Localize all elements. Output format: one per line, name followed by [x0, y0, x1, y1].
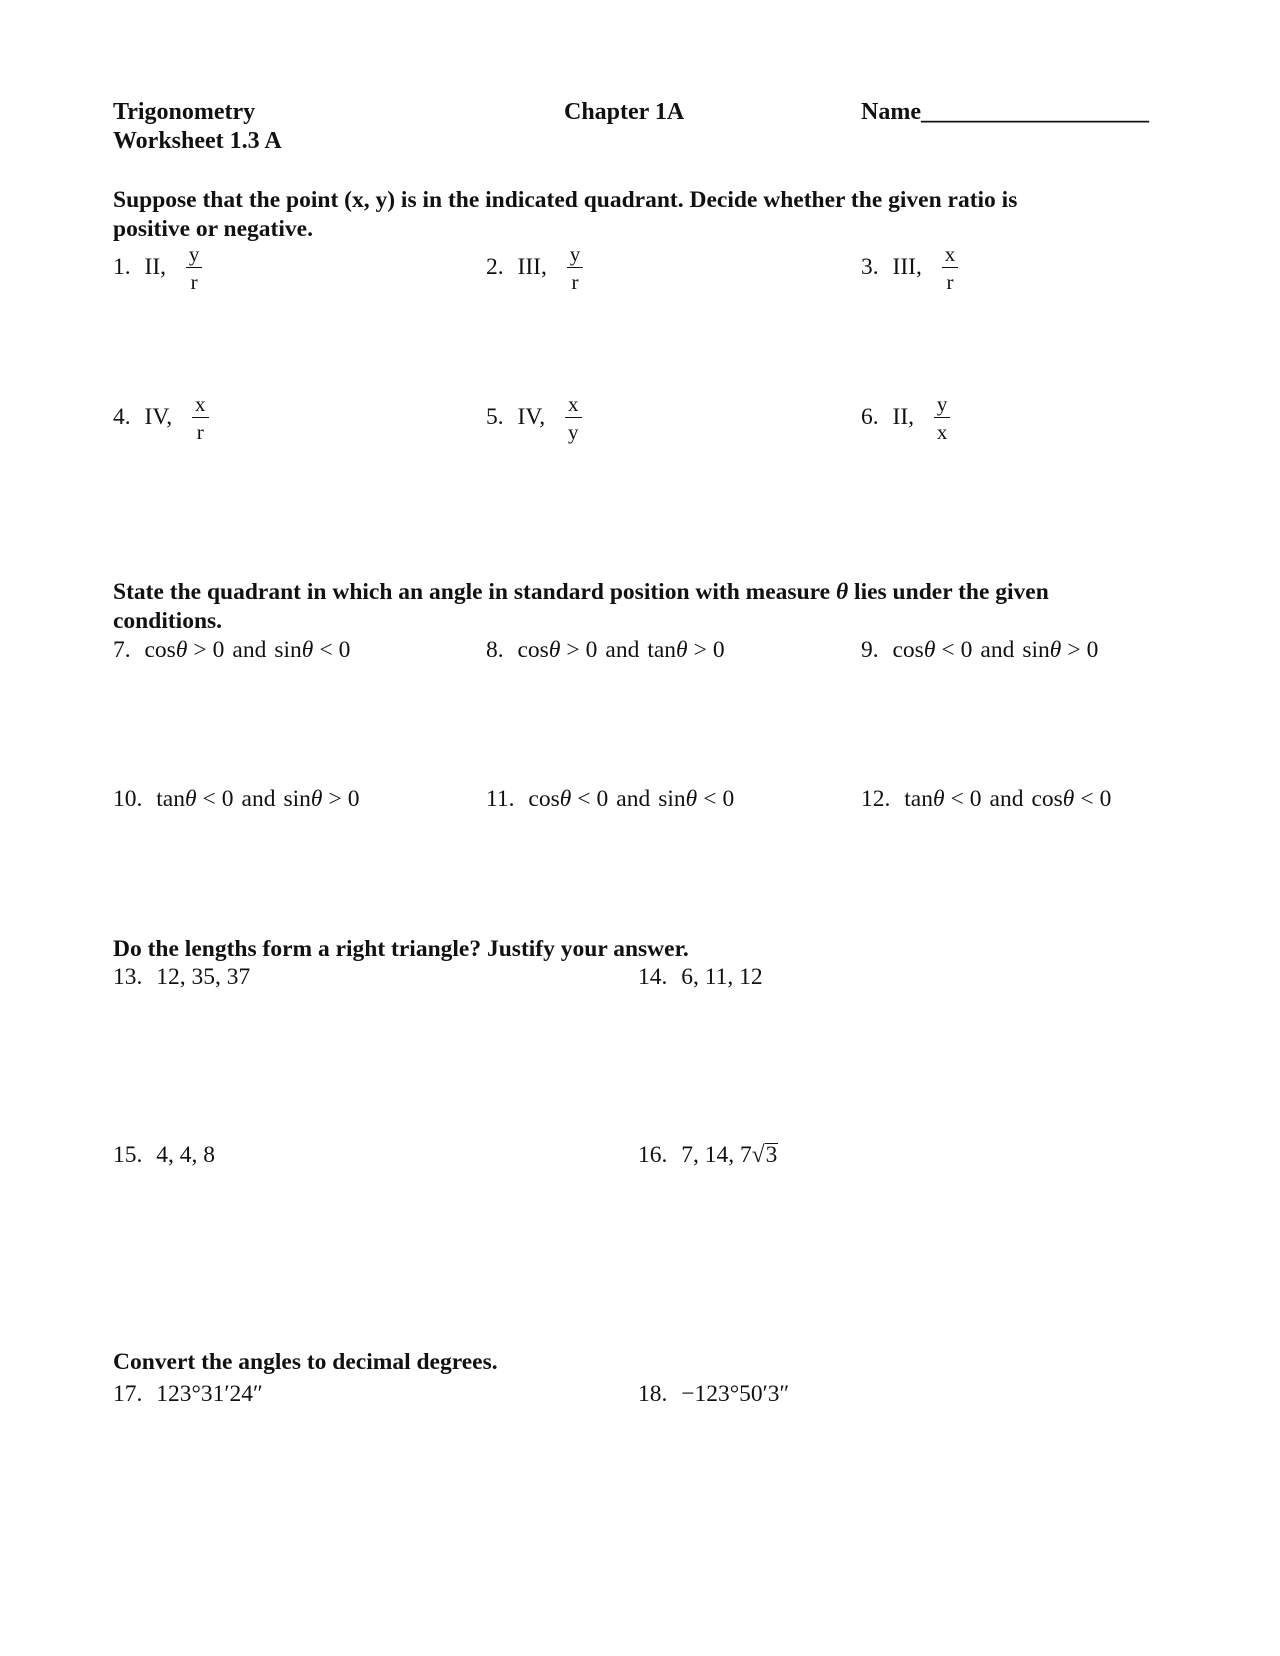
problem-13: [113, 963, 250, 992]
chapter-label: Chapter 1A: [564, 99, 685, 125]
relation: >: [193, 637, 207, 663]
quadrant: III,: [517, 253, 547, 280]
value: 0: [960, 637, 973, 663]
ratio-fraction: [934, 394, 951, 443]
problem-9: [861, 636, 1098, 665]
trig-function: sin: [283, 786, 311, 812]
ratio-fraction: [192, 394, 209, 443]
numerator: x: [565, 394, 582, 418]
theta-symbol: θ: [932, 786, 945, 812]
problem-number: 13.: [113, 964, 143, 990]
radicand: 3: [765, 1142, 778, 1168]
ratio-fraction: [186, 244, 203, 293]
theta-symbol: θ: [301, 637, 314, 663]
trig-function: cos: [528, 786, 560, 812]
relation: <: [703, 786, 717, 812]
problem-number: 7.: [113, 637, 131, 663]
theta-symbol: θ: [685, 786, 698, 812]
problem-14: [638, 963, 763, 992]
problem-number: 15.: [113, 1142, 143, 1168]
value: 0: [1099, 786, 1112, 812]
problem-number: 9.: [861, 637, 879, 663]
ratio-fraction: [565, 394, 582, 443]
radical-sign: √: [751, 1142, 765, 1168]
instruction-text-end: lies under the given: [854, 579, 1049, 605]
trig-function: cos: [1031, 786, 1063, 812]
value: 0: [347, 786, 360, 812]
numerator: y: [934, 394, 951, 418]
problem-5: [486, 394, 582, 443]
value: 0: [722, 786, 735, 812]
problem-4: [113, 394, 209, 443]
theta-symbol: θ: [676, 637, 688, 663]
side-lengths: 7, 14, 7: [681, 1142, 752, 1168]
theta-symbol: θ: [835, 579, 849, 605]
problem-2: [486, 244, 583, 293]
numerator: x: [942, 244, 959, 268]
theta-symbol: θ: [923, 637, 936, 663]
trig-function: tan: [904, 786, 933, 812]
value: 0: [596, 786, 609, 812]
relation: <: [202, 786, 216, 812]
problem-18: [638, 1380, 789, 1409]
numerator: x: [192, 394, 209, 418]
problem-number: 11.: [486, 786, 515, 812]
problem-12: [861, 785, 1111, 814]
problem-15: [113, 1141, 215, 1170]
problem-16: [638, 1141, 778, 1170]
side-lengths: 4, 4, 8: [156, 1142, 215, 1168]
problem-number: 16.: [638, 1142, 668, 1168]
and-word: and: [241, 786, 276, 812]
problem-number: 1.: [113, 253, 131, 280]
problem-number: 18.: [638, 1381, 668, 1407]
relation: <: [319, 637, 333, 663]
denominator: r: [190, 270, 198, 294]
problem-number: 10.: [113, 786, 143, 812]
problem-number: 8.: [486, 637, 504, 663]
value: 0: [585, 637, 598, 663]
problem-7: [113, 636, 350, 665]
trig-function: cos: [892, 637, 924, 663]
and-word: and: [232, 637, 267, 663]
problem-number: 2.: [486, 253, 504, 280]
problem-number: 6.: [861, 403, 879, 430]
trig-function: sin: [1022, 637, 1050, 663]
and-word: and: [605, 637, 640, 663]
theta-symbol: θ: [1049, 637, 1062, 663]
theta-symbol: θ: [184, 786, 197, 812]
quadrant: IV,: [517, 403, 546, 430]
ratio-fraction: [567, 244, 584, 293]
quadrant: II,: [892, 403, 915, 430]
value: 0: [221, 786, 234, 812]
side-lengths: 12, 35, 37: [156, 964, 251, 990]
problem-11: [486, 785, 734, 814]
problem-6: [861, 394, 950, 443]
theta-symbol: θ: [310, 786, 323, 812]
section1-instruction-line2: positive or negative.: [113, 216, 313, 242]
relation: <: [941, 637, 955, 663]
relation: <: [577, 786, 591, 812]
angle-dms: 123°31′24″: [156, 1381, 263, 1407]
denominator: r: [196, 420, 204, 444]
quadrant: II,: [144, 253, 167, 280]
quadrant: IV,: [144, 403, 173, 430]
denominator: y: [568, 420, 579, 444]
problem-1: [113, 244, 202, 293]
value: 0: [712, 637, 725, 663]
theta-symbol: θ: [559, 786, 572, 812]
relation: >: [566, 637, 580, 663]
relation: <: [1080, 786, 1094, 812]
problem-17: [113, 1380, 263, 1409]
problem-number: 3.: [861, 253, 879, 280]
relation: <: [950, 786, 964, 812]
value: 0: [969, 786, 982, 812]
instruction-text: State the quadrant in which an angle in standard position with measure: [113, 579, 831, 605]
value: 0: [212, 637, 225, 663]
section2-instruction-line1: [113, 578, 1049, 607]
section3-instruction: Do the lengths form a right triangle? Justify your answer.: [113, 936, 689, 962]
and-word: and: [980, 637, 1015, 663]
name-field-label[interactable]: Name___________________: [861, 99, 1149, 125]
theta-symbol: θ: [1062, 786, 1075, 812]
trig-function: tan: [156, 786, 185, 812]
relation: >: [1067, 637, 1081, 663]
section2-instruction-line2: conditions.: [113, 608, 223, 634]
and-word: and: [989, 786, 1024, 812]
section1-instruction-line1: Suppose that the point (x, y) is in the indicated quadrant. Decide whether the given ratio is: [113, 187, 1018, 213]
theta-symbol: θ: [175, 637, 188, 663]
section4-instruction: Convert the angles to decimal degrees.: [113, 1349, 498, 1375]
relation: >: [693, 637, 707, 663]
theta-symbol: θ: [548, 637, 561, 663]
problem-10: [113, 785, 359, 814]
trig-function: sin: [274, 637, 302, 663]
denominator: x: [936, 420, 948, 444]
relation: >: [328, 786, 342, 812]
trig-function: cos: [144, 637, 176, 663]
worksheet-title: Worksheet 1.3 A: [113, 128, 282, 154]
trig-function: cos: [517, 637, 549, 663]
trig-function: sin: [658, 786, 686, 812]
side-lengths: 6, 11, 12: [681, 964, 763, 990]
angle-dms: −123°50′3″: [681, 1381, 790, 1407]
value: 0: [1086, 637, 1099, 663]
problem-number: 12.: [861, 786, 891, 812]
denominator: r: [946, 270, 954, 294]
problem-number: 5.: [486, 403, 504, 430]
quadrant: III,: [892, 253, 922, 280]
denominator: r: [571, 270, 579, 294]
problem-number: 4.: [113, 403, 131, 430]
problem-3: [861, 244, 958, 293]
trig-function: tan: [647, 637, 677, 663]
problem-number: 17.: [113, 1381, 143, 1407]
and-word: and: [616, 786, 651, 812]
numerator: y: [567, 244, 584, 268]
numerator: y: [186, 244, 203, 268]
ratio-fraction: [942, 244, 959, 293]
problem-number: 14.: [638, 964, 668, 990]
problem-8: [486, 636, 725, 665]
course-title: Trigonometry: [113, 99, 256, 125]
value: 0: [338, 637, 351, 663]
